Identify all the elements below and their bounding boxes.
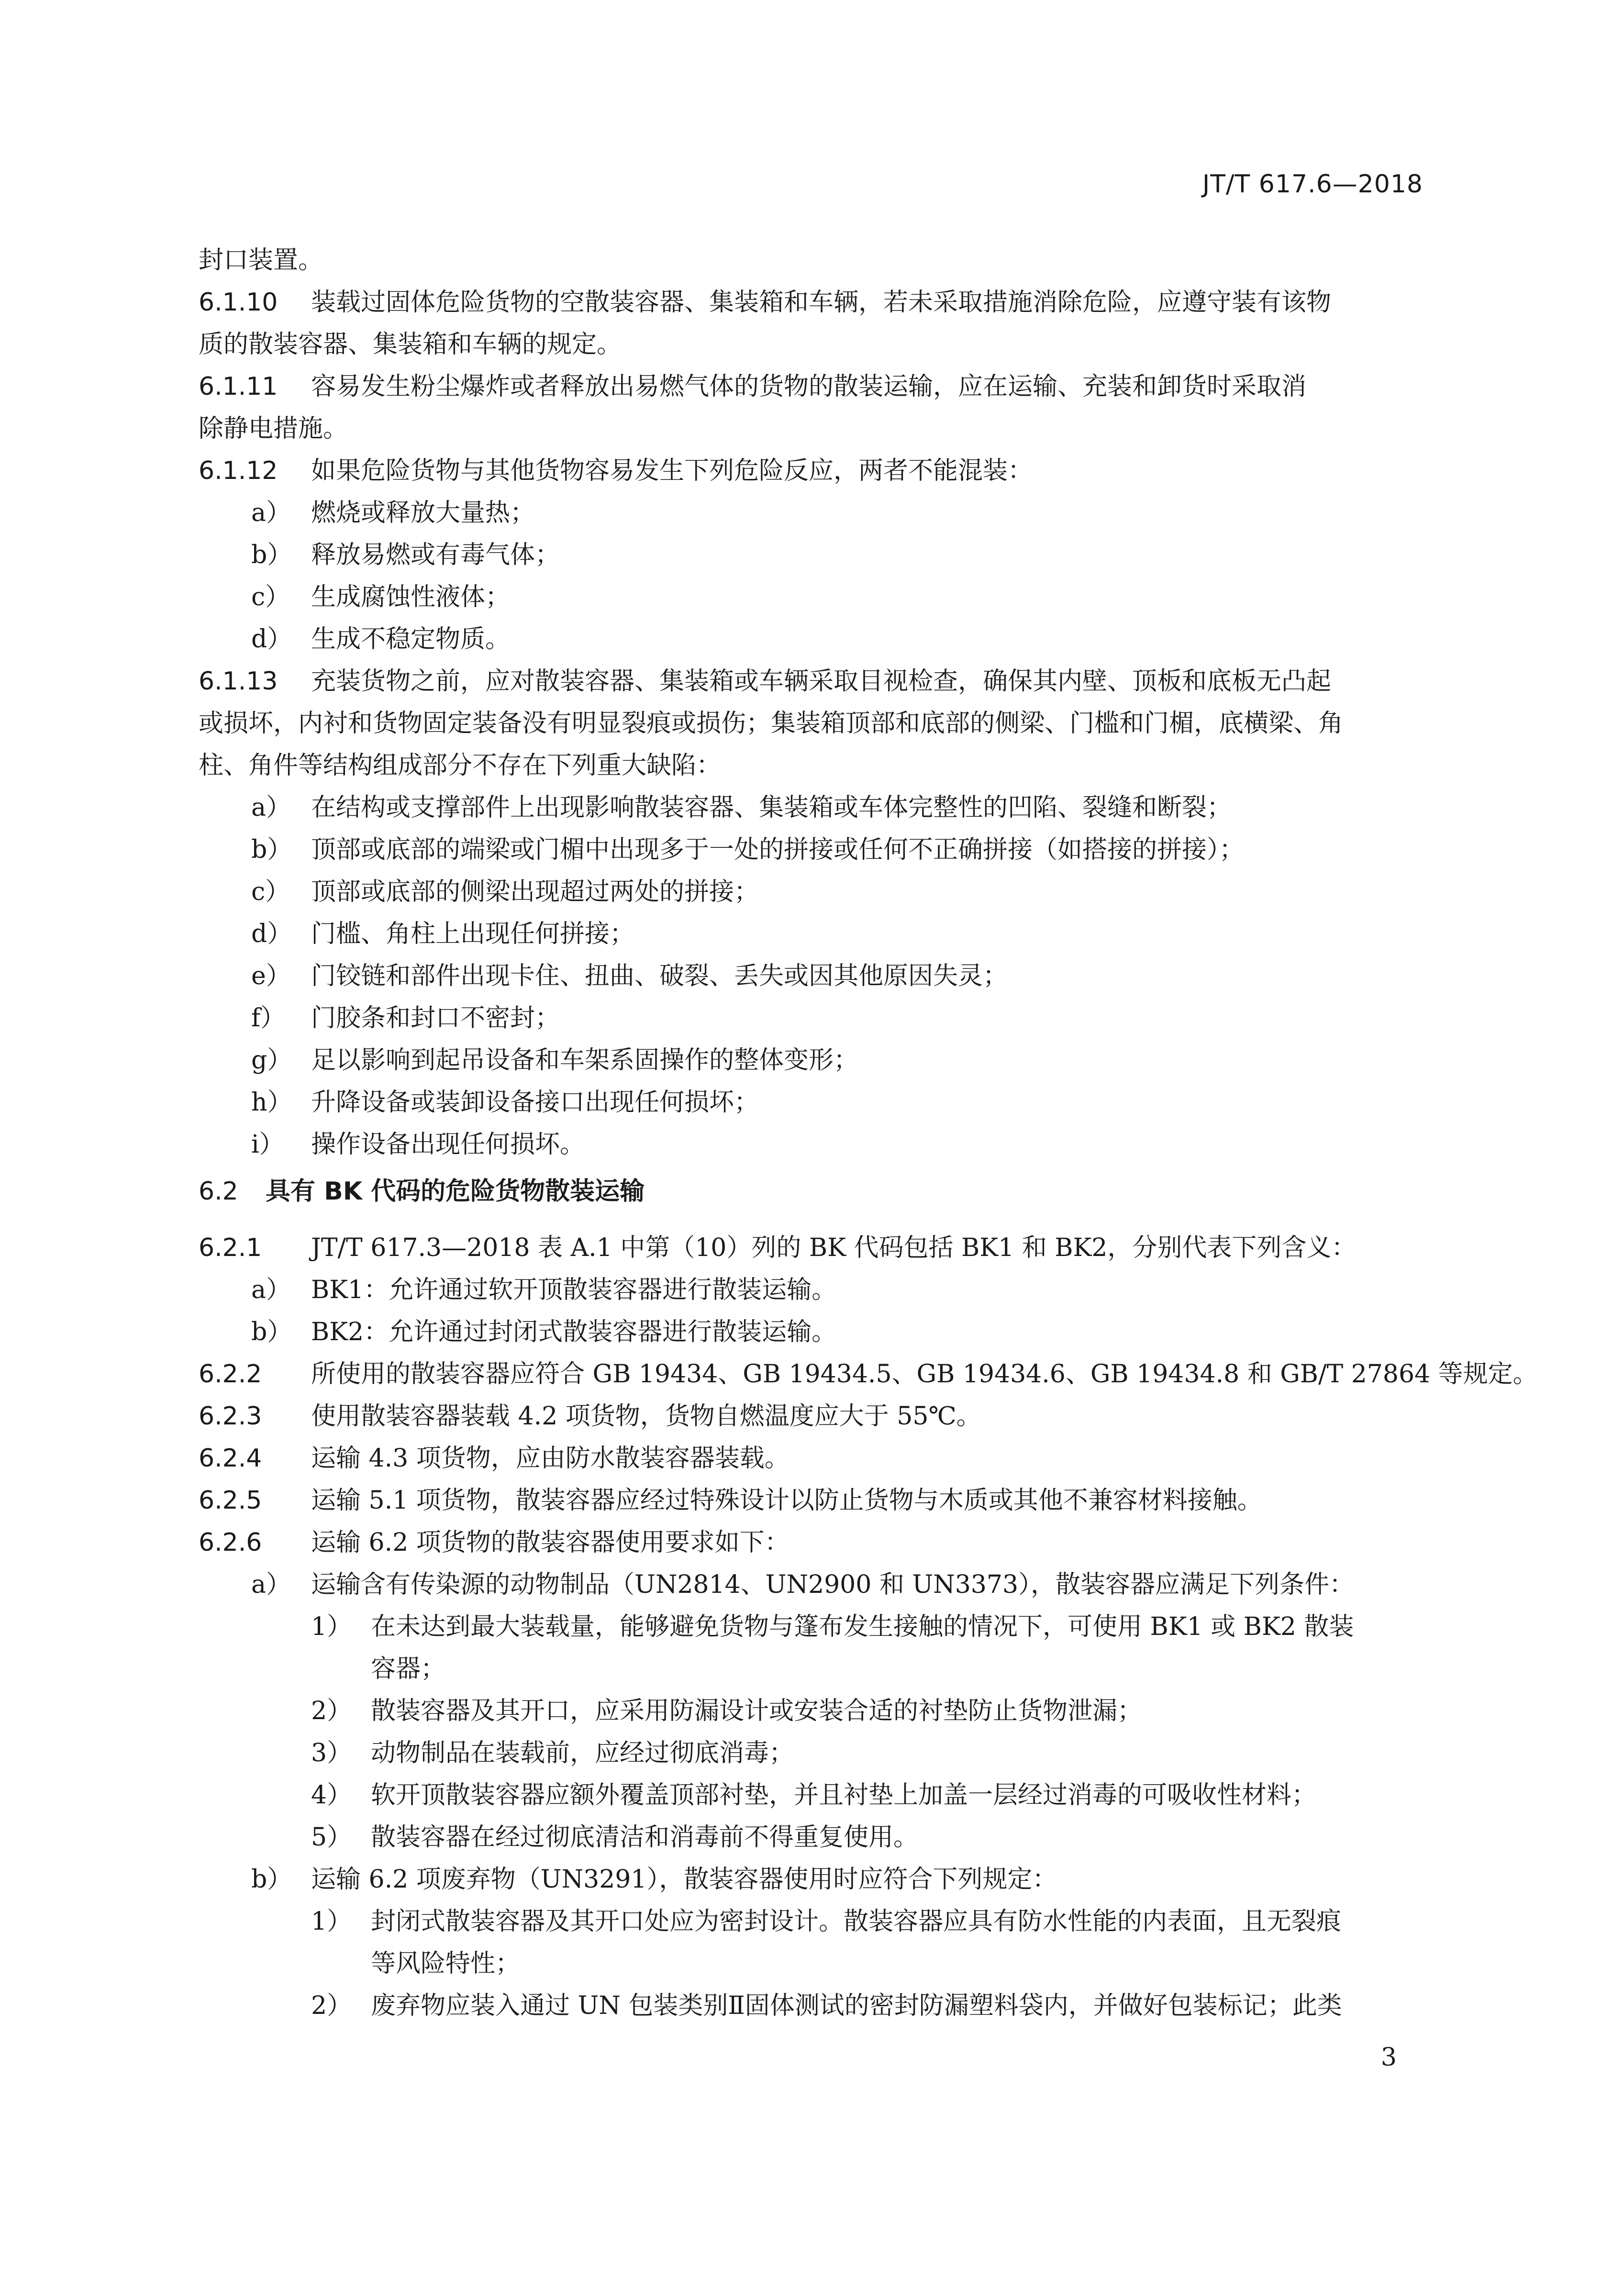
text-line [199,1648,1426,1690]
list-label: 4） [311,1781,352,1810]
line-text: 足以影响到起吊设备和车架系固操作的整体变形； [311,1046,859,1075]
line-text: 充装货物之前，应对散装容器、集装箱或车辆采取目视检查，确保其内壁、顶板和底板无凸起 [311,667,1332,696]
list-label: b） [251,541,292,569]
line-text: 或损坏，内衬和货物固定装备没有明显裂痕或损伤；集装箱顶部和底部的侧梁、门槛和门楣，底横梁、角 [199,709,1344,738]
clause-number: 6.1.10 [199,288,278,317]
list-item [199,1311,1426,1353]
line-text: 门槛、角柱上出现任何拼接； [311,920,635,948]
line-text: 生成腐蚀性液体； [311,583,511,611]
list-item [199,1858,1426,1900]
line-text: 所使用的散装容器应符合 GB 19434、GB 19434.5、GB 19434.6、GB 19434.8 和 GB/T 27864 等规定。 [311,1360,1538,1389]
list-label: 2） [311,1991,352,2020]
page-number: 3 [1380,2043,1397,2072]
list-label: a） [251,499,291,527]
text-line [199,239,1426,281]
clause-number: 6.1.11 [199,372,278,401]
clause [199,1395,1426,1437]
clause [199,1227,1426,1269]
line-text: 在结构或支撑部件上出现影响散装容器、集装箱或车体完整性的凹陷、裂缝和断裂； [311,793,1232,822]
clause-number: 6.2.2 [199,1360,262,1389]
line-text: 门胶条和封口不密封； [311,1004,560,1033]
line-text: 除静电措施。 [199,414,348,443]
clause [199,1522,1426,1564]
line-text: 门铰链和部件出现卡住、扭曲、破裂、丢失或因其他原因失灵； [311,962,1008,990]
list-label: e） [251,962,291,990]
line-text: 容易发生粉尘爆炸或者释放出易燃气体的货物的散装运输，应在运输、充装和卸货时采取消 [311,372,1307,401]
clause-number: 6.2.4 [199,1444,262,1473]
line-text: BK2：允许通过封闭式散装容器进行散装运输。 [311,1318,837,1346]
list-item [199,1900,1426,1943]
line-text: 质的散装容器、集装箱和车辆的规定。 [199,330,622,359]
line-text: 柱、角件等结构组成部分不存在下列重大缺陷： [199,751,722,780]
clause [199,1437,1426,1479]
list-item [199,1269,1426,1311]
clause [199,1353,1538,1395]
line-text: 动物制品在装载前，应经过彻底消毒； [371,1739,794,1767]
list-item [199,1039,1426,1081]
list-label: b） [251,835,292,864]
list-label: g） [251,1046,292,1075]
clause-number: 6.2.1 [199,1233,262,1262]
text-line [199,323,1426,366]
list-item [199,1690,1426,1732]
list-label: h） [251,1088,292,1117]
line-text: 装载过固体危险货物的空散装容器、集装箱和车辆，若未采取措施消除危险，应遵守装有该物 [311,288,1332,317]
clause-number: 6.1.12 [199,456,278,485]
list-item [199,1123,1426,1166]
text-line [199,745,1426,787]
line-text: 废弃物应装入通过 UN 包装类别Ⅱ固体测试的密封防漏塑料袋内，并做好包装标记；此类 [371,1991,1342,2020]
list-label: c） [251,583,290,611]
list-label: d） [251,920,292,948]
line-text: 升降设备或装卸设备接口出现任何损坏； [311,1088,759,1117]
clause [199,281,1426,323]
list-label: c） [251,878,290,906]
list-item [199,1985,1426,2027]
list-label: a） [251,793,291,822]
text-line [199,1943,1426,1985]
line-text: 使用散装容器装载 4.2 项货物，货物自燃温度应大于 55℃。 [311,1402,981,1431]
clause [199,1479,1426,1522]
list-item [199,576,1426,618]
line-text: 封闭式散装容器及其开口处应为密封设计。散装容器应具有防水性能的内表面，且无裂痕 [371,1907,1342,1936]
list-label: 5） [311,1823,352,1852]
standard-code-header: JT/T 617.6—2018 [1202,170,1423,199]
list-item [199,913,1426,955]
line-text: 顶部或底部的侧梁出现超过两处的拼接； [311,878,759,906]
line-text: 运输 5.1 项货物，散装容器应经过特殊设计以防止货物与木质或其他不兼容材料接触。 [311,1486,1262,1515]
line-text: 散装容器及其开口，应采用防漏设计或安装合适的衬垫防止货物泄漏； [371,1697,1143,1725]
line-text: 释放易燃或有毒气体； [311,541,560,569]
list-item [199,955,1426,997]
line-text: 操作设备出现任何损坏。 [311,1130,585,1159]
line-text: 运输 4.3 项货物，应由防水散装容器装载。 [311,1444,790,1473]
clause-number: 6.2.5 [199,1486,262,1515]
line-text: 软开顶散装容器应额外覆盖顶部衬垫，并且衬垫上加盖一层经过消毒的可吸收性材料； [371,1781,1317,1810]
document-body [199,239,1538,2027]
list-item [199,1732,1426,1774]
clause [199,366,1426,408]
line-text: 运输 6.2 项货物的散装容器使用要求如下： [311,1528,790,1557]
list-item [199,492,1426,534]
list-label: d） [251,625,292,654]
list-label: 1） [311,1907,352,1936]
list-item [199,871,1426,913]
clause-number: 6.2 [199,1177,238,1206]
list-label: 1） [311,1612,352,1641]
list-label: f） [251,1004,286,1033]
list-item [199,1606,1426,1648]
line-text: 生成不稳定物质。 [311,625,511,654]
line-text: 运输含有传染源的动物制品（UN2814、UN2900 和 UN3373），散装容器应满足下列条件： [311,1570,1355,1599]
list-label: b） [251,1865,292,1894]
list-item [199,1564,1426,1606]
line-text: 燃烧或释放大量热； [311,499,535,527]
list-item [199,829,1426,871]
line-text: 容器； [371,1655,446,1683]
list-item [199,787,1426,829]
line-text: 等风险特性； [371,1949,521,1978]
list-label: i） [251,1130,284,1159]
list-item [199,618,1426,660]
list-label: a） [251,1276,291,1304]
section-heading [199,1170,1426,1212]
text-line [199,408,1426,450]
list-item [199,534,1426,576]
list-item [199,1816,1426,1858]
clause [199,660,1426,702]
list-label: b） [251,1318,292,1346]
line-text: 在未达到最大装载量，能够避免货物与篷布发生接触的情况下，可使用 BK1 或 BK2 散装 [371,1612,1354,1641]
clause-number: 6.1.13 [199,667,278,696]
list-label: 2） [311,1697,352,1725]
text-line [199,702,1426,745]
list-label: 3） [311,1739,352,1767]
line-text: 顶部或底部的端梁或门楣中出现多于一处的拼接或任何不正确拼接（如搭接的拼接）； [311,835,1245,864]
line-text: 具有 BK 代码的危险货物散装运输 [266,1177,645,1206]
list-label: a） [251,1570,291,1599]
list-item [199,997,1426,1039]
list-item [199,1081,1426,1123]
clause-number: 6.2.3 [199,1402,262,1431]
list-item [199,1774,1426,1816]
line-text: JT/T 617.3—2018 表 A.1 中第（10）列的 BK 代码包括 BK1 和 BK2，分别代表下列含义： [311,1233,1357,1262]
line-text: BK1：允许通过软开顶散装容器进行散装运输。 [311,1276,837,1304]
clause [199,450,1426,492]
clause-number: 6.2.6 [199,1528,262,1557]
line-text: 封口装置。 [199,246,323,275]
line-text: 运输 6.2 项废弃物（UN3291），散装容器使用时应符合下列规定： [311,1865,1057,1894]
line-text: 如果危险货物与其他货物容易发生下列危险反应，两者不能混装： [311,456,1033,485]
line-text: 散装容器在经过彻底清洁和消毒前不得重复使用。 [371,1823,919,1852]
